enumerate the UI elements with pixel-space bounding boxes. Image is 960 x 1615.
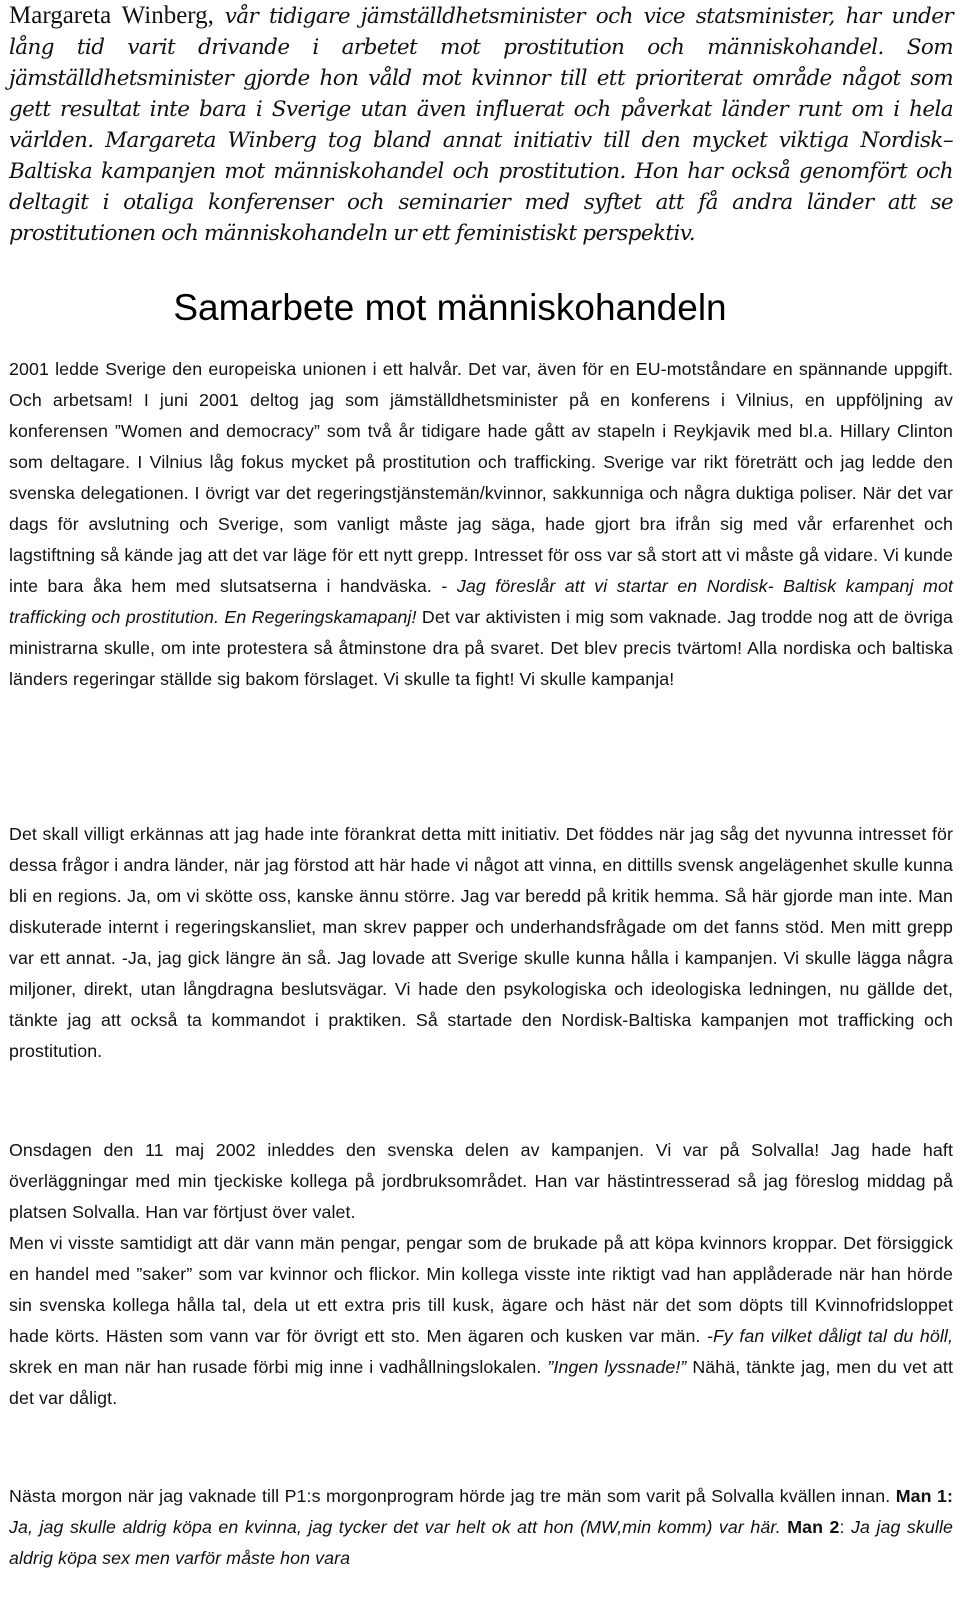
intro-lead-name: Margareta Winberg, (9, 2, 214, 29)
paragraph-solvalla (9, 1135, 953, 1414)
p2-text: Det skall villigt erkännas att jag hade inte förankrat detta mitt initiativ. Det föddes när jag såg det nyvunna intresset för dessa frågor i andra länder, när jag förstod att här hade vi något att vinna, en dittills svensk angelägenhet skulle kunna bli en regions. Ja, om vi skötte oss, kanske ännu större. Jag var beredd på kritik hemma. Så här gjorde man inte. Man diskuterade internt i regeringskansliet, man skrev papper och underhandsfrågade om det fanns stöd. Men mitt grepp var ett annat. -Ja, jag gick längre än så. Jag lovade att Sverige skulle kunna hålla i kampanjen. Vi skulle lägga några miljoner, direkt, utan långdragna beslutsvägar. Vi hade den psykologiska och ideologiska ledningen, nu gällde det, tänkte jag att också ta kommandot i praktiken. Så startade den Nordisk-Baltiska kampanjen mot trafficking och prostitution. (9, 824, 953, 1061)
p1-text-b: Det var aktivisten i mig som vaknade. Jag trodde nog att de övriga ministrarna skulle, om inte protestera så åtminstone dra på svaret. Det blev precis tvärtom! Alla nordiska och baltiska länders regeringar ställde sig bakom förslaget. Vi skulle ta fight! Vi skulle kampanja! (9, 607, 953, 689)
p3-text-b: skrek en man när han rusade förbi mig inne i vadhållningslokalen. (9, 1357, 548, 1377)
p4-man2-quote: Ja jag skulle aldrig köpa sex men varför måste hon vara (9, 1517, 953, 1568)
paragraph-eu-presidency (9, 354, 953, 695)
p4-man2-label: Man 2 (780, 1517, 840, 1537)
intro-text: vår tidigare jämställdhetsminister och vice statsminister, har under lång tid varit drivande i arbetet mot prostitution och människohandel. Som jämställdhetsminister gjorde hon våld mot kvinnor till ett prioriterat område något som gett resultat inte bara i Sverige utan även influerat och påverkat länder runt om i hela världen. Margareta Winberg tog bland annat initiativ till den mycket viktiga Nordisk–Baltiska kampanjen mot människohandel och prostitution. Hon har också genomfört och deltagit i otaliga konferenser och seminarier med syftet att få andra länder att se prostitutionen och människohandeln ur ett feministiskt perspektiv. (9, 4, 954, 246)
p3-quote1: -Fy fan vilket dåligt tal du höll, (706, 1326, 953, 1346)
p4-colon: : (839, 1517, 845, 1537)
p1-text-a: 2001 ledde Sverige den europeiska unionen i ett halvår. Det var, även för en EU-motståndare en spännande uppgift. Och arbetsam! I juni 2001 deltog jag som jämställdhetsminister på en konferens i Vilnius, en uppföljning av konferensen ”Women and democracy” som två år tidigare hade gått av stapeln i Reykjavik med bl.a. Hillary Clinton som deltagare. I Vilnius låg fokus mycket på prostitution och trafficking. Sverige var rikt företrätt och jag ledde den svenska delegationen. I övrigt var det regeringstjänstemän/kvinnor, sakkunniga och några duktiga poliser. När det var dags för avslutning och Sverige, som vanligt måste jag säga, hade gjort bra ifrån sig med vår erfarenhet och lagstiftning så kände jag att det var läge för ett nytt grepp. Intresset för oss var så stort att vi måste gå vidare. Vi kunde inte bara åka hem med slutsatserna i handväska. - (9, 359, 953, 596)
p3-line1: Onsdagen den 11 maj 2002 inleddes den svenska delen av kampanjen. Vi var på Solvalla! Jag hade haft överläggningar med min tjeckiske kollega på jordbruksområdet. Han var hästintresserad så jag föreslog middag på platsen Solvalla. Han var förtjust över valet. (9, 1140, 953, 1222)
p4-man1-quote: Ja, jag skulle aldrig köpa en kvinna, jag tycker det var helt ok att hon (MW,min komm) var här. (9, 1517, 781, 1537)
paragraph-radio (9, 1481, 953, 1574)
section-heading: Samarbete mot människohandeln (173, 287, 727, 328)
p3-text-c: Nähä, tänkte jag, men du vet att det var dåligt. (9, 1357, 953, 1408)
paragraph-initiative (9, 819, 953, 1067)
p1-quote: Jag föreslår att vi startar en Nordisk- Baltisk kampanj mot trafficking och prostitution. En Regeringskamapanj! (9, 576, 953, 627)
p4-text-a: Nästa morgon när jag vaknade till P1:s morgonprogram hörde jag tre män som varit på Solvalla kvällen innan. (9, 1486, 896, 1506)
p4-man1-label: Man 1: (895, 1486, 953, 1506)
intro-paragraph (9, 0, 953, 249)
p3-text-a: Men vi visste samtidigt att där vann män pengar, pengar som de brukade på att köpa kvinnors kroppar. Det försiggick en handel med ”saker” som var kvinnor och flickor. Min kollega visste inte riktigt vad han applåderade när han hörde sin svenska kollega hålla tal, dela ut ett extra pris till kusk, ägare och häst när det som döpts till Kvinnofridsloppet hade körts. Hästen som vann var för övrigt ett sto. Men ägaren och kusken var män. (9, 1233, 953, 1346)
p3-quote2: ”Ingen lyssnade!” (547, 1357, 687, 1377)
